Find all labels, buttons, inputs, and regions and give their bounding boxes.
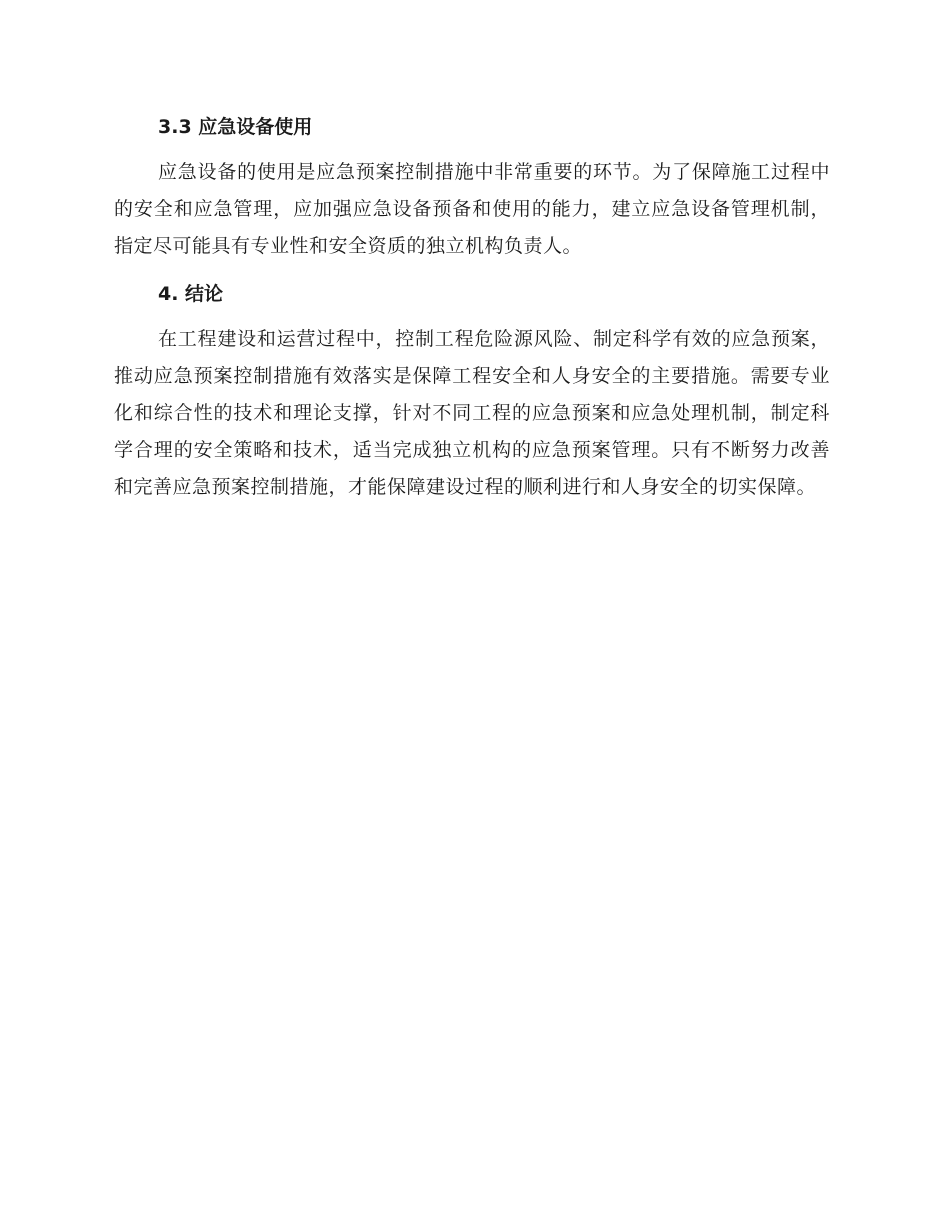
section-paragraph-4: 在工程建设和运营过程中，控制工程危险源风险、制定科学有效的应急预案，推动应急预案控制措施有效落实是保障工程安全和人身安全的主要措施。需要专业化和综合性的技术和理论支撑，针对不同工程的应急预案和应急处理机制，制定科学合理的安全策略和技术，适当完成独立机构的应急预案管理。只有不断努力改善和完善应急预案控制措施，才能保障建设过程的顺利进行和人身安全的切实保障。: [114, 328, 830, 498]
document-body: [114, 108, 830, 516]
section-heading-3-3: 3.3 应急设备使用: [158, 116, 313, 138]
section-heading-4: 4. 结论: [158, 283, 224, 305]
section-paragraph-3-3: 应急设备的使用是应急预案控制措施中非常重要的环节。为了保障施工过程中的安全和应急管理，应加强应急设备预备和使用的能力，建立应急设备管理机制，指定尽可能具有专业性和安全资质的独立机构负责人。: [114, 161, 830, 257]
